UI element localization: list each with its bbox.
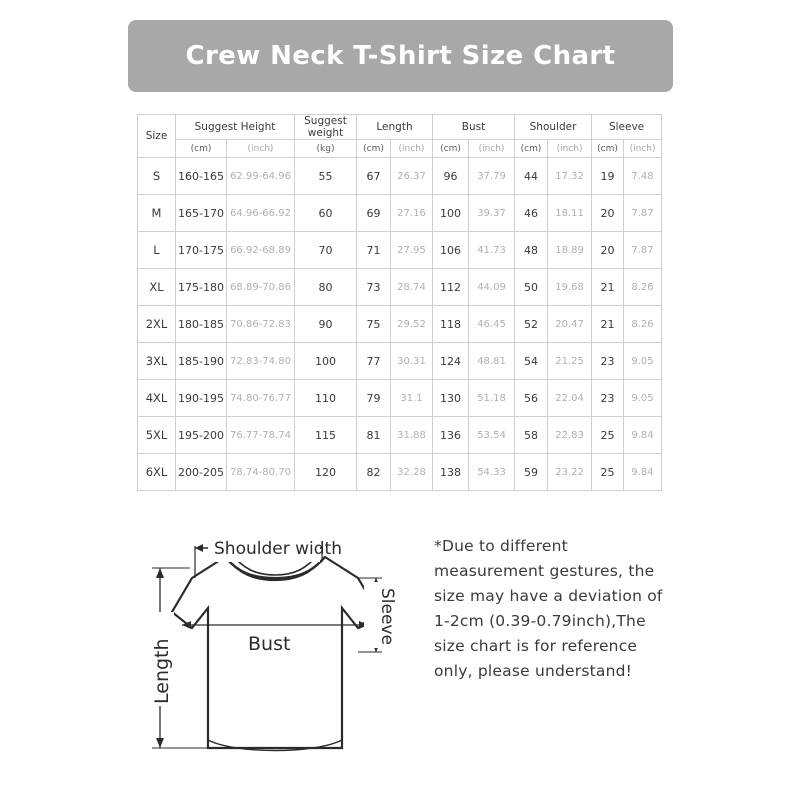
col-header-sleeve: Sleeve xyxy=(592,115,662,140)
cell-size: 4XL xyxy=(138,380,176,417)
cell-bust-inch: 46.45 xyxy=(469,306,515,343)
cell-bust-inch: 39.37 xyxy=(469,195,515,232)
size-table-container xyxy=(137,114,661,491)
cell-sleeve-inch: 9.05 xyxy=(624,380,662,417)
unit-bust-inch: (inch) xyxy=(469,140,515,158)
cell-length-inch: 31.88 xyxy=(391,417,433,454)
cell-length-cm: 79 xyxy=(357,380,391,417)
cell-bust-cm: 118 xyxy=(433,306,469,343)
cell-shoulder-inch: 22.04 xyxy=(548,380,592,417)
cell-sleeve-cm: 23 xyxy=(592,343,624,380)
cell-length-inch: 31.1 xyxy=(391,380,433,417)
cell-shoulder-inch: 23.22 xyxy=(548,454,592,491)
col-header-bust: Bust xyxy=(433,115,515,140)
cell-weight-kg: 55 xyxy=(295,158,357,195)
cell-shoulder-inch: 18.11 xyxy=(548,195,592,232)
cell-sleeve-inch: 9.84 xyxy=(624,417,662,454)
cell-sleeve-inch: 7.48 xyxy=(624,158,662,195)
cell-size: L xyxy=(138,232,176,269)
unit-weight-kg: (kg) xyxy=(295,140,357,158)
cell-bust-inch: 53.54 xyxy=(469,417,515,454)
cell-shoulder-inch: 18.89 xyxy=(548,232,592,269)
table-row xyxy=(138,380,662,417)
cell-bust-inch: 44.09 xyxy=(469,269,515,306)
table-row xyxy=(138,343,662,380)
cell-size: XL xyxy=(138,269,176,306)
cell-bust-inch: 41.73 xyxy=(469,232,515,269)
cell-weight-kg: 100 xyxy=(295,343,357,380)
cell-length-inch: 27.95 xyxy=(391,232,433,269)
cell-length-cm: 67 xyxy=(357,158,391,195)
table-row xyxy=(138,195,662,232)
cell-length-inch: 26.37 xyxy=(391,158,433,195)
cell-height-cm: 170-175 xyxy=(176,232,227,269)
cell-shoulder-inch: 20.47 xyxy=(548,306,592,343)
cell-bust-inch: 54.33 xyxy=(469,454,515,491)
unit-sleeve-cm: (cm) xyxy=(592,140,624,158)
cell-height-inch: 78.74-80.70 xyxy=(227,454,295,491)
cell-length-inch: 28.74 xyxy=(391,269,433,306)
unit-shoulder-cm: (cm) xyxy=(515,140,548,158)
cell-height-cm: 165-170 xyxy=(176,195,227,232)
cell-height-cm: 175-180 xyxy=(176,269,227,306)
cell-shoulder-cm: 48 xyxy=(515,232,548,269)
cell-weight-kg: 120 xyxy=(295,454,357,491)
cell-sleeve-cm: 19 xyxy=(592,158,624,195)
table-row xyxy=(138,454,662,491)
cell-shoulder-inch: 19.68 xyxy=(548,269,592,306)
length-label: Length xyxy=(151,638,173,704)
unit-height-cm: (cm) xyxy=(176,140,227,158)
table-header-row xyxy=(138,115,662,140)
cell-shoulder-inch: 21.25 xyxy=(548,343,592,380)
cell-bust-cm: 130 xyxy=(433,380,469,417)
cell-height-inch: 64.96-66.92 xyxy=(227,195,295,232)
cell-bust-cm: 136 xyxy=(433,417,469,454)
cell-sleeve-cm: 23 xyxy=(592,380,624,417)
cell-shoulder-inch: 17.32 xyxy=(548,158,592,195)
cell-sleeve-inch: 7.87 xyxy=(624,195,662,232)
cell-size: M xyxy=(138,195,176,232)
cell-shoulder-cm: 46 xyxy=(515,195,548,232)
cell-bust-cm: 96 xyxy=(433,158,469,195)
sleeve-label: Sleeve xyxy=(377,588,397,645)
cell-weight-kg: 60 xyxy=(295,195,357,232)
bust-label: Bust xyxy=(248,633,291,655)
cell-size: 5XL xyxy=(138,417,176,454)
cell-length-inch: 29.52 xyxy=(391,306,433,343)
cell-height-cm: 190-195 xyxy=(176,380,227,417)
shoulder-width-label: Shoulder width xyxy=(214,539,342,559)
cell-sleeve-inch: 7.87 xyxy=(624,232,662,269)
cell-bust-cm: 100 xyxy=(433,195,469,232)
col-header-suggest-weight: Suggest weight xyxy=(295,115,357,140)
unit-length-cm: (cm) xyxy=(357,140,391,158)
cell-sleeve-inch: 8.26 xyxy=(624,306,662,343)
cell-shoulder-cm: 52 xyxy=(515,306,548,343)
length-arrow-bottom-icon xyxy=(156,738,164,748)
cell-size: S xyxy=(138,158,176,195)
cell-size: 2XL xyxy=(138,306,176,343)
cell-size: 6XL xyxy=(138,454,176,491)
shoulder-arrow-left-icon xyxy=(195,544,203,552)
cell-bust-inch: 48.81 xyxy=(469,343,515,380)
cell-sleeve-cm: 21 xyxy=(592,306,624,343)
col-header-length: Length xyxy=(357,115,433,140)
table-row xyxy=(138,158,662,195)
cell-height-inch: 62.99-64.96 xyxy=(227,158,295,195)
cell-sleeve-inch: 9.84 xyxy=(624,454,662,491)
cell-shoulder-cm: 59 xyxy=(515,454,548,491)
unit-bust-cm: (cm) xyxy=(433,140,469,158)
cell-height-inch: 66.92-68.89 xyxy=(227,232,295,269)
cell-bust-inch: 37.79 xyxy=(469,158,515,195)
cell-height-inch: 70.86-72.83 xyxy=(227,306,295,343)
cell-shoulder-cm: 50 xyxy=(515,269,548,306)
cell-sleeve-cm: 25 xyxy=(592,454,624,491)
cell-shoulder-cm: 54 xyxy=(515,343,548,380)
table-row xyxy=(138,269,662,306)
cell-length-cm: 69 xyxy=(357,195,391,232)
page-title: Crew Neck T-Shirt Size Chart xyxy=(185,41,616,71)
unit-length-inch: (inch) xyxy=(391,140,433,158)
col-header-suggest-height: Suggest Height xyxy=(176,115,295,140)
table-row xyxy=(138,306,662,343)
table-unit-row xyxy=(138,140,662,158)
cell-bust-cm: 124 xyxy=(433,343,469,380)
cell-shoulder-cm: 58 xyxy=(515,417,548,454)
cell-length-cm: 77 xyxy=(357,343,391,380)
cell-sleeve-inch: 8.26 xyxy=(624,269,662,306)
cell-size: 3XL xyxy=(138,343,176,380)
cell-bust-cm: 138 xyxy=(433,454,469,491)
cell-height-cm: 180-185 xyxy=(176,306,227,343)
cell-weight-kg: 115 xyxy=(295,417,357,454)
cell-sleeve-cm: 20 xyxy=(592,195,624,232)
size-table xyxy=(137,114,662,491)
cell-length-cm: 81 xyxy=(357,417,391,454)
col-header-size: Size xyxy=(138,115,176,158)
cell-length-cm: 73 xyxy=(357,269,391,306)
cell-bust-cm: 106 xyxy=(433,232,469,269)
unit-sleeve-inch: (inch) xyxy=(624,140,662,158)
cell-sleeve-cm: 25 xyxy=(592,417,624,454)
cell-length-inch: 27.16 xyxy=(391,195,433,232)
length-arrow-top-icon xyxy=(156,568,164,578)
cell-weight-kg: 110 xyxy=(295,380,357,417)
cell-shoulder-inch: 22.83 xyxy=(548,417,592,454)
cell-height-cm: 160-165 xyxy=(176,158,227,195)
title-banner xyxy=(128,20,673,92)
cell-sleeve-inch: 9.05 xyxy=(624,343,662,380)
cell-weight-kg: 70 xyxy=(295,232,357,269)
cell-height-cm: 185-190 xyxy=(176,343,227,380)
cell-length-cm: 71 xyxy=(357,232,391,269)
cell-height-inch: 68.89-70.86 xyxy=(227,269,295,306)
cell-bust-cm: 112 xyxy=(433,269,469,306)
cell-sleeve-cm: 21 xyxy=(592,269,624,306)
cell-weight-kg: 90 xyxy=(295,306,357,343)
cell-height-inch: 72.83-74.80 xyxy=(227,343,295,380)
table-row xyxy=(138,417,662,454)
col-header-shoulder: Shoulder xyxy=(515,115,592,140)
tshirt-illustration xyxy=(130,500,420,780)
cell-height-cm: 200-205 xyxy=(176,454,227,491)
cell-length-inch: 30.31 xyxy=(391,343,433,380)
unit-shoulder-inch: (inch) xyxy=(548,140,592,158)
cell-height-inch: 76.77-78.74 xyxy=(227,417,295,454)
cell-bust-inch: 51.18 xyxy=(469,380,515,417)
cell-length-cm: 75 xyxy=(357,306,391,343)
unit-height-inch: (inch) xyxy=(227,140,295,158)
cell-weight-kg: 80 xyxy=(295,269,357,306)
cell-height-inch: 74.80-76.77 xyxy=(227,380,295,417)
measurement-note: *Due to different measurement gestures, the size may have a deviation of 1-2cm (0.39-0.79inch),The size chart is for reference only, please understand! xyxy=(434,537,663,680)
cell-shoulder-cm: 44 xyxy=(515,158,548,195)
cell-sleeve-cm: 20 xyxy=(592,232,624,269)
table-row xyxy=(138,232,662,269)
cell-length-cm: 82 xyxy=(357,454,391,491)
cell-shoulder-cm: 56 xyxy=(515,380,548,417)
cell-height-cm: 195-200 xyxy=(176,417,227,454)
cell-length-inch: 32.28 xyxy=(391,454,433,491)
